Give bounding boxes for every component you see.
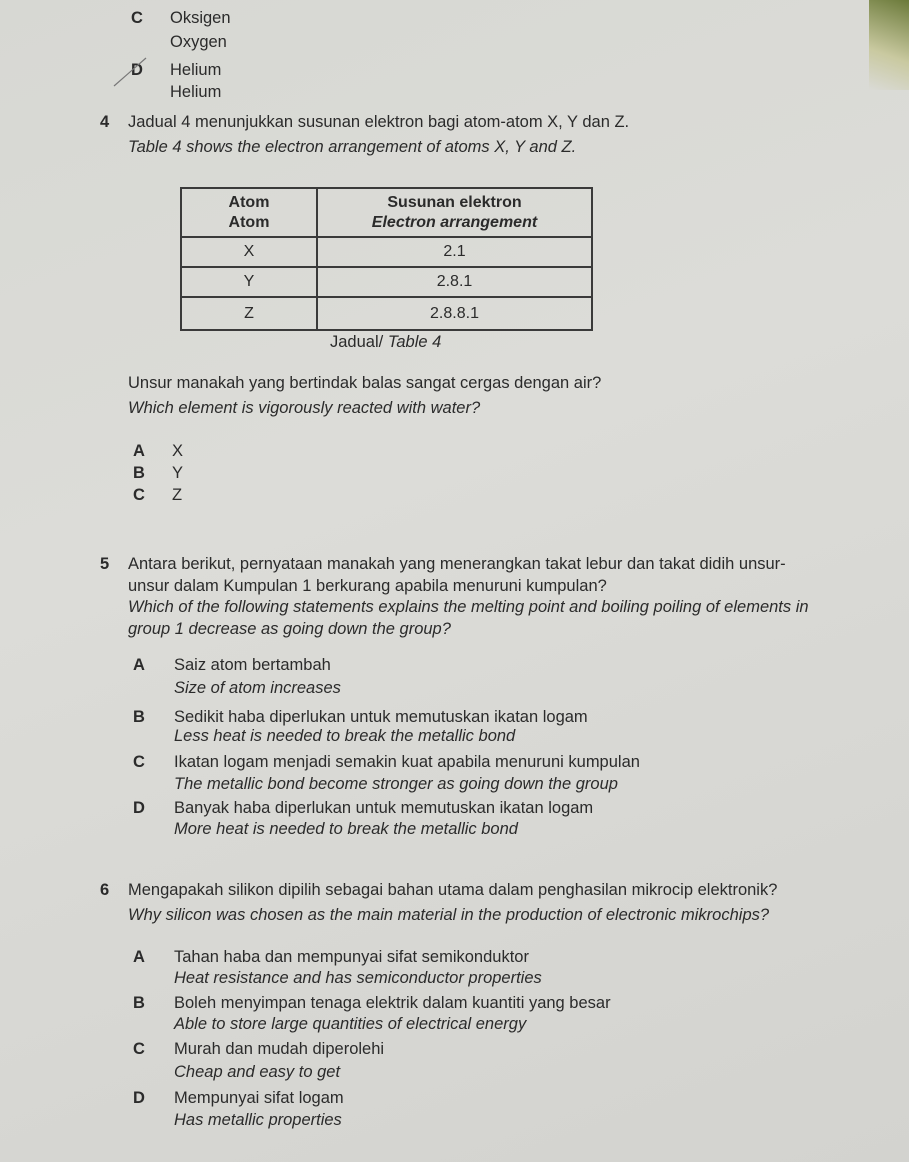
option-letter: A [133,442,145,460]
option-text-ms: Mempunyai sifat logam [174,1089,344,1107]
table-header-arrangement [317,188,592,237]
cell-atom: X [181,237,317,267]
cell-arrangement: 2.8.8.1 [317,297,592,330]
option-text-en: Cheap and easy to get [174,1063,341,1081]
question-number: 6 [100,881,110,899]
question-text-ms: unsur dalam Kumpulan 1 berkurang apabila menuruni kumpulan? [128,577,607,595]
header-en: Electron arrangement [371,213,538,231]
option-text-ms: Sedikit haba diperlukan untuk memutuskan ikatan logam [174,708,588,726]
header-en: Atom [228,213,270,231]
option-text-en: Helium [170,83,222,101]
cell-arrangement: 2.1 [317,237,592,267]
question-text-ms: Jadual 4 menunjukkan susunan elektron bagi atom-atom X, Y dan Z. [128,113,630,131]
option-text: Y [172,464,184,482]
cell-atom: Z [181,297,317,330]
option-letter: C [133,753,145,771]
electron-arrangement-table [180,187,593,331]
header-ms: Atom [228,193,270,211]
table-header-row [181,188,592,237]
option-letter: C [131,9,143,27]
option-text-ms: Tahan haba dan mempunyai sifat semikonduktor [174,948,529,966]
option-letter: B [133,994,145,1012]
question-text-en: Which of the following statements explains the melting point and boiling poiling of elements in [128,598,809,616]
question-text-ms: Mengapakah silikon dipilih sebagai bahan utama dalam penghasilan mikrocip elektronik? [128,881,778,899]
caption-ms: Jadual/ [330,333,384,351]
option-text-ms: Ikatan logam menjadi semakin kuat apabila menuruni kumpulan [174,753,640,771]
option-text-en: More heat is needed to break the metallic bond [174,820,518,838]
pencil-tick-mark [112,54,148,90]
question-number: 4 [100,113,110,131]
option-text-en: Size of atom increases [174,679,341,697]
option-text-en: Has metallic properties [174,1111,342,1129]
option-letter: D [131,61,143,79]
question-text-en: group 1 decrease as going down the group? [128,620,451,638]
option-letter: C [133,1040,145,1058]
question-text-en: Why silicon was chosen as the main material in the production of electronic mikrochips? [128,906,770,924]
option-letter: D [133,1089,145,1107]
question-text-en: Which element is vigorously reacted with water? [128,399,481,417]
option-text-ms: Helium [170,61,222,79]
option-letter: A [133,948,145,966]
option-text-en: Oxygen [170,33,227,51]
table-caption [330,332,441,352]
page-corner-shadow [869,0,909,90]
option-letter: C [133,486,145,504]
table-row [181,297,592,330]
question-text-ms: Antara berikut, pernyataan manakah yang menerangkan takat lebur dan takat didih unsur- [128,555,786,573]
option-text-ms: Murah dan mudah diperolehi [174,1040,385,1058]
option-text-en: Able to store large quantities of electrical energy [174,1015,527,1033]
caption-en: Table 4 [387,333,442,351]
question-number: 5 [100,555,110,573]
cell-arrangement: 2.8.1 [317,267,592,297]
option-text-ms: Banyak haba diperlukan untuk memutuskan ikatan logam [174,799,594,817]
question-text-en: Table 4 shows the electron arrangement of atoms X, Y and Z. [128,138,577,156]
option-text: X [172,442,184,460]
option-text-ms: Boleh menyimpan tenaga elektrik dalam kuantiti yang besar [174,994,611,1012]
question-text-ms: Unsur manakah yang bertindak balas sangat cergas dengan air? [128,374,602,392]
option-letter: B [133,464,145,482]
option-letter: B [133,708,145,726]
table-row [181,237,592,267]
table-row [181,267,592,297]
option-text-en: Heat resistance and has semiconductor properties [174,969,542,987]
table-header-atom [181,188,317,237]
header-ms: Susunan elektron [387,193,522,211]
option-text-ms: Saiz atom bertambah [174,656,331,674]
option-letter: D [133,799,145,817]
option-letter: A [133,656,145,674]
option-text-en: The metallic bond become stronger as going down the group [174,775,618,793]
option-text: Z [172,486,183,504]
option-text-ms: Oksigen [170,9,231,27]
cell-atom: Y [181,267,317,297]
option-text-en: Less heat is needed to break the metallic bond [174,727,516,745]
